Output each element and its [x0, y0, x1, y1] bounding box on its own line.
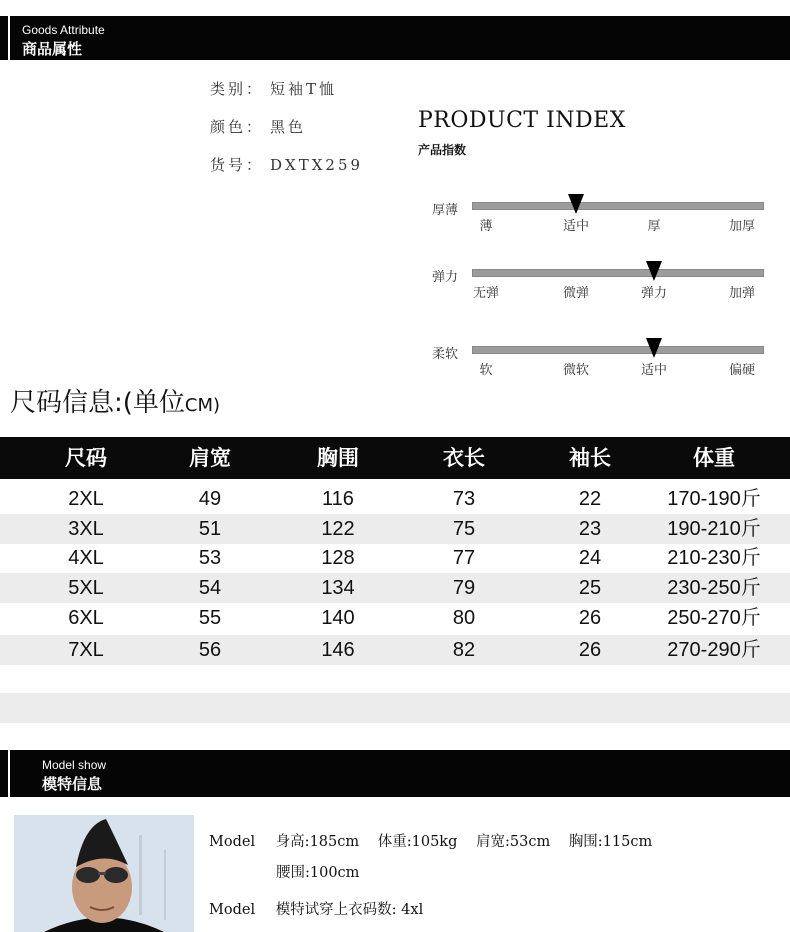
attribute-label: 类别： [210, 80, 265, 98]
table-cell: 82 [452, 639, 476, 661]
model-illustration [14, 815, 194, 932]
table-cell: 75 [452, 518, 476, 540]
attribute-row [210, 116, 306, 137]
table-cell: 190-210斤 [667, 518, 761, 540]
index-label: 弹力 [432, 270, 459, 285]
table-cell: 134 [321, 577, 355, 599]
column-header: 肩宽 [189, 446, 231, 470]
product-index-title: PRODUCT INDEX [418, 108, 626, 133]
model-show-en: Model show [42, 758, 107, 772]
index-option: 适中 [562, 219, 589, 234]
table-cell: 146 [321, 639, 355, 661]
attribute-label: 颜色： [210, 118, 265, 136]
goods-attribute-en: Goods Attribute [22, 23, 105, 37]
table-cell: 53 [198, 547, 222, 569]
model-show-bar [0, 750, 790, 797]
table-cell: 230-250斤 [667, 577, 761, 599]
model-info-line1 [209, 830, 652, 851]
attribute-value: DXTX259 [270, 156, 364, 174]
model-shoulder: 肩宽:53cm [475, 834, 551, 850]
model-waist: 腰围:100cm [276, 865, 360, 881]
attribute-value: 黑色 [270, 118, 307, 136]
table-row [0, 635, 790, 665]
index-track [472, 202, 764, 210]
table-row [0, 573, 790, 603]
table-cell: 22 [578, 488, 602, 510]
index-option: 无弹 [472, 286, 499, 301]
size-table-header [0, 437, 790, 479]
table-cell: 4XL [68, 547, 104, 569]
table-cell: 56 [198, 639, 222, 661]
index-marker [646, 338, 662, 358]
bar-accent [8, 16, 14, 60]
table-row [0, 603, 790, 633]
goods-attribute-bar [0, 16, 790, 60]
model-label-1: Model [209, 834, 256, 850]
column-header: 尺码 [65, 446, 107, 470]
index-option: 微弹 [562, 286, 589, 301]
table-cell: 7XL [68, 639, 104, 661]
table-row [0, 543, 790, 573]
table-cell: 270-290斤 [667, 639, 761, 661]
table-cell: 5XL [68, 577, 104, 599]
product-index-subtitle: 产品指数 [418, 143, 467, 157]
size-table-title [10, 382, 220, 419]
table-cell: 25 [578, 577, 602, 599]
table-cell: 24 [578, 547, 602, 569]
column-header: 胸围 [317, 446, 359, 470]
blank-row [0, 693, 790, 723]
model-photo [14, 815, 194, 932]
column-header: 袖长 [569, 446, 611, 470]
table-cell: 116 [322, 488, 354, 510]
index-label: 柔软 [432, 347, 459, 362]
index-option: 适中 [640, 363, 667, 378]
index-option: 偏硬 [728, 363, 755, 378]
table-cell: 26 [578, 607, 602, 629]
size-title-text: 尺码信息:(单位 [10, 388, 185, 418]
table-cell: 54 [198, 577, 222, 599]
index-option: 薄 [479, 219, 493, 234]
model-weight: 体重:105kg [377, 834, 458, 850]
index-option: 加弹 [728, 286, 755, 301]
index-marker [646, 261, 662, 281]
table-cell: 51 [198, 518, 222, 540]
index-option: 微软 [562, 363, 589, 378]
table-cell: 49 [198, 488, 222, 510]
column-header: 体重 [693, 446, 735, 470]
attribute-row [210, 78, 337, 99]
table-cell: 23 [578, 518, 602, 540]
index-option: 软 [479, 363, 493, 378]
model-show-cn: 模特信息 [42, 775, 103, 793]
index-marker [568, 194, 584, 214]
table-row [0, 514, 790, 544]
index-option: 加厚 [728, 219, 755, 234]
index-track [472, 346, 764, 354]
table-cell: 55 [198, 607, 222, 629]
attribute-value: 短袖T恤 [270, 80, 338, 98]
index-track [472, 269, 764, 277]
table-cell: 79 [452, 577, 476, 599]
table-cell: 73 [452, 488, 476, 510]
index-option: 厚 [647, 219, 661, 234]
table-cell: 122 [321, 518, 355, 540]
table-cell: 210-230斤 [667, 547, 761, 569]
table-cell: 2XL [68, 488, 104, 510]
table-cell: 140 [321, 607, 355, 629]
table-cell: 170-190斤 [667, 488, 761, 510]
table-cell: 128 [321, 547, 355, 569]
index-label: 厚薄 [432, 203, 459, 218]
model-info-line2 [209, 898, 423, 919]
index-option: 弹力 [640, 286, 667, 301]
table-cell: 6XL [68, 607, 104, 629]
bar-accent [8, 750, 14, 797]
table-cell: 80 [452, 607, 476, 629]
table-cell: 3XL [68, 518, 104, 540]
attribute-row [210, 154, 363, 175]
table-cell: 250-270斤 [667, 607, 761, 629]
attribute-label: 货号： [210, 156, 265, 174]
model-label-2: Model [209, 902, 256, 918]
model-height: 身高:185cm [275, 834, 360, 850]
column-header: 衣长 [443, 446, 485, 470]
table-row [0, 484, 790, 514]
table-cell: 77 [452, 547, 476, 569]
model-chest: 胸围:115cm [568, 834, 653, 850]
size-title-unit: CM) [184, 395, 221, 416]
table-cell: 26 [578, 639, 602, 661]
model-size-worn: 模特试穿上衣码数: 4xl [275, 902, 424, 918]
goods-attribute-cn: 商品属性 [22, 40, 83, 58]
